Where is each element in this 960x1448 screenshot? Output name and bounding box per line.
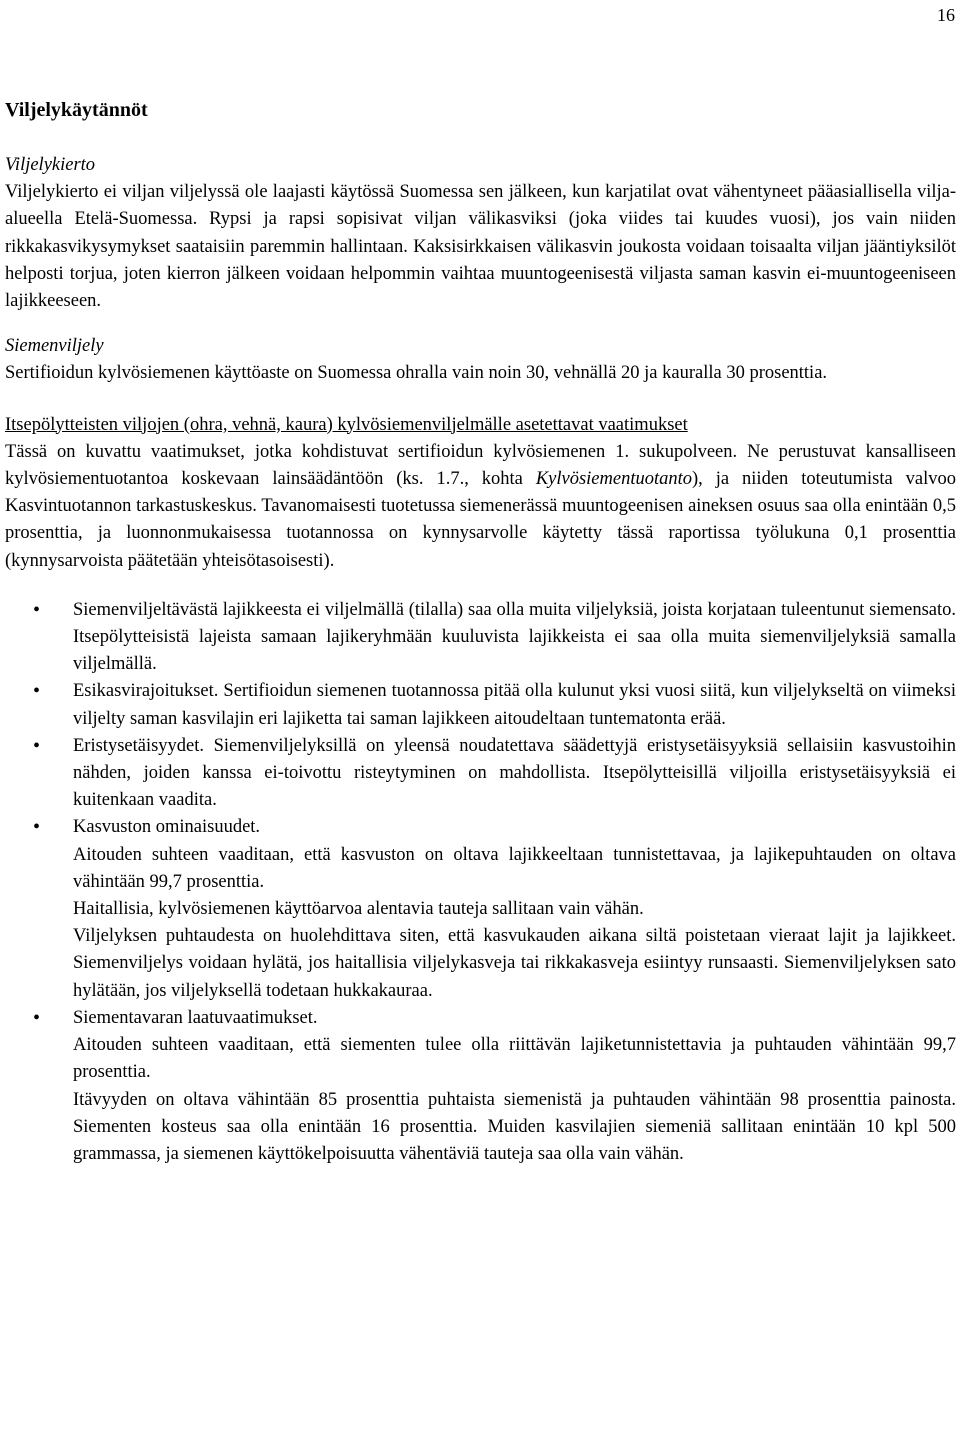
list-item [5, 597, 956, 679]
list-item-text: Aitouden suhteen vaaditaan, että siementen tulee olla riittävän lajiketunnistettavia ja puhtauden vähintään 99,7 prosenttia. [73, 1035, 956, 1083]
section-heading: Viljelykäytännöt [5, 99, 148, 121]
list-item-text: Itävyyden on oltava vähintään 85 prosenttia puhtaista siemenistä ja puhtauden vähintään 98 prosenttia painosta. Siementen kosteus saa olla enintään 16 prosenttia. Muiden kasvilajien siemeniä sallitaan enintään 10 kpl 500 grammassa, ja siemenen käyttökelpoisuutta vähentäviä tauteja saa olla vain vähän. [73, 1089, 956, 1164]
document-body [5, 96, 956, 1168]
page-number: 16 [937, 5, 955, 25]
paragraph-requirements-part1: Tässä on kuvattu vaatimukset, jotka kohdistuvat sertifioidun kylvösiemenen 1. sukupolveen. Ne perustuvat kansalliseen kylvösiementuotantoa koskevaan lainsäädäntöön (ks. 1.7., kohta [5, 441, 956, 490]
paragraph-siemenviljely: Sertifioidun kylvösiemenen käyttöaste on Suomessa ohralla vain noin 30, vehnällä 20 ja kauralla 30 prosenttia. [5, 363, 828, 384]
list-item-title: • Siementavaran laatuvaatimukset. [73, 1007, 318, 1028]
list-item-title: • Kasvuston ominaisuudet. [73, 817, 261, 838]
paragraph-viljelykierto: Viljelykierto ei viljan viljelyssä ole laajasti käytössä Suomessa sen jälkeen, kun karjatilat ovat vähentyneet pääasiallisella vilja-alueella Etelä-Suomessa. Rypsi ja rapsi sopisivat viljan välikasviksi (joka viides tai kuudes vuosi), jos vain niiden rikkakasvikysymykset saataisiin paremmin hallintaan. Kaksisirkkaisen välikasvin joukosta voidaan toisaalta viljan jääntiyksilöt helposti torjua, joten kierron jälkeen voidaan helpommin vaihtaa muuntogeenisestä viljasta saman kasvin ei-muuntogeeniseen lajikkeeseen. [5, 182, 956, 312]
list-item-text: Haitallisia, kylvösiemenen käyttöarvoa alentavia tauteja sallitaan vain vähän. [73, 899, 644, 920]
list-item [5, 1005, 956, 1168]
list-item-text: • Eristysetäisyydet. Siemenviljelyksillä on yleensä noudatettava säädettyjä eristysetäisyyksiä sellaisiin kasvustoihin nähden, joiden kanssa ei-toivottu risteytyminen on mahdollista. Itsepölytteisillä viljoilla eristysetäisyyksiä ei kuitenkaan vaadita. [73, 735, 956, 811]
list-item-text: • Esikasvirajoitukset. Sertifioidun siemenen tuotannossa pitää olla kulunut yksi vuosi siitä, kun viljelykseltä on viimeksi viljelty saman kasvilajin eri lajiketta tai saman lajikkeen aitoudeltaan tuntematonta erää. [73, 681, 956, 729]
list-item-text: Viljelyksen puhtaudesta on huolehdittava siten, että kasvukauden aikana siltä poistetaan vieraat lajit ja lajikkeet. Siemenviljelys voidaan hylätä, jos haitallisia viljelykasveja tai rikkakasveja esiintyy runsaasti. Siemenviljelyksen sato hylätään, jos viljelyksellä todetaan hukkakauraa. [73, 926, 956, 1001]
list-item [5, 678, 956, 732]
requirements-list [5, 597, 956, 1168]
list-item-text: Aitouden suhteen vaaditaan, että kasvuston on oltava lajikkeeltaan tunnistettavaa, ja lajikepuhtauden on oltava vähintään 99,7 prosenttia. [73, 844, 956, 892]
list-item [5, 814, 956, 1004]
paragraph-requirements [5, 439, 956, 575]
list-item [5, 733, 956, 815]
subheading-siemenviljely: Siemenviljely [5, 336, 104, 357]
subheading-requirements: Itsepölytteisten viljojen (ohra, vehnä, kaura) kylvösiemenviljelmälle asetettavat vaatimukset [5, 414, 688, 435]
list-item-text: • Siemenviljeltävästä lajikkeesta ei viljelmällä (tilalla) saa olla muita viljelyksiä, joista korjataan tuleentunut siemensato. Itsepölytteisistä lajeista samaan lajikeryhmään kuuluvista lajikkeista ei saa olla muita siemenviljelyksiä samalla viljelmällä. [73, 599, 956, 675]
paragraph-requirements-part2: ), ja niiden toteutumista valvoo Kasvintuotannon tarkastuskeskus. Tavanomaisesti tuotetussa siemenerässä muuntogeenisen aineksen osuus saa olla enintään 0,5 prosenttia, ja luonnonmukaisessa tuotannossa on kynnysarvolle käytetty tässä raportissa työlukuna 0,1 prosenttia (kynnysarvoista päätetään yhteisötasoisesti). [5, 469, 956, 571]
paragraph-requirements-italic: Kylvösiementuotanto [535, 469, 693, 490]
subheading-viljelykierto: Viljelykierto [5, 155, 96, 175]
